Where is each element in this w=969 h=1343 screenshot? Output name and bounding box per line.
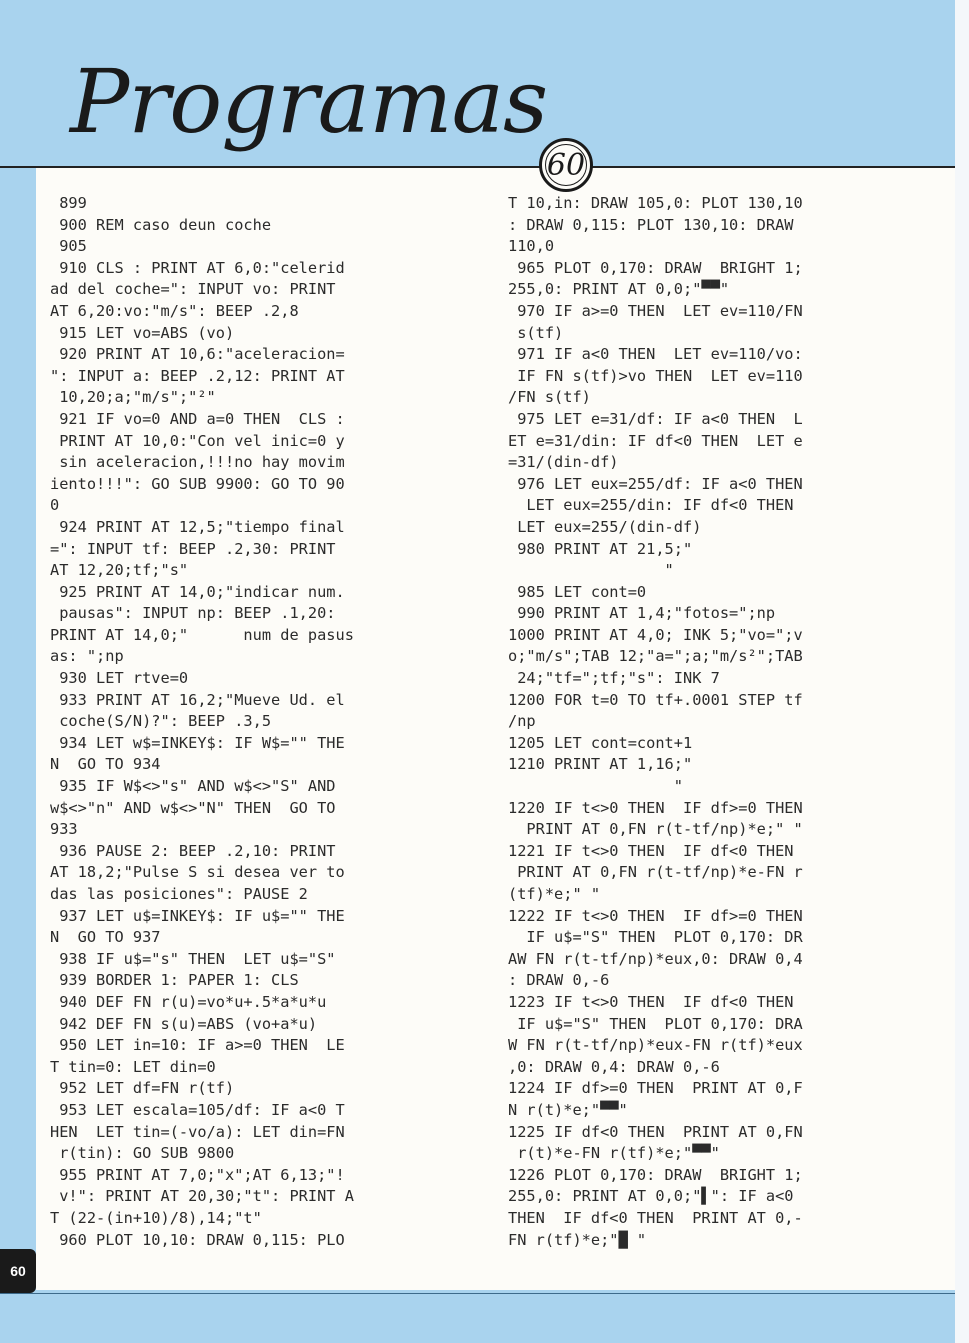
code-line: 939 BORDER 1: PAPER 1: CLS xyxy=(50,971,299,990)
code-line: (tf)*e;" " xyxy=(508,885,601,903)
code-line: IF u$="S" THEN PLOT 0,170: DR xyxy=(508,928,803,947)
code-line: 930 LET rtve=0 xyxy=(50,669,189,688)
code-line: 933 PRINT AT 16,2;"Mueve Ud. el xyxy=(50,690,345,709)
code-line: 920 PRINT AT 10,6:"aceleracion= xyxy=(50,345,345,364)
code-line: 915 LET vo=ABS (vo) xyxy=(50,323,235,342)
program-number: 60 xyxy=(546,147,586,183)
code-line: PRINT AT 14,0;" num de pasus xyxy=(50,625,354,644)
code-line: 985 LET cont=0 xyxy=(508,582,647,601)
code-line: 933 xyxy=(50,820,78,839)
code-line: 1224 IF df>=0 THEN PRINT AT 0,F xyxy=(508,1079,803,1098)
code-line: 936 PAUSE 2: BEEP .2,10: PRINT xyxy=(50,841,336,860)
code-line: 990 PRINT AT 1,4;"fotos=";np xyxy=(508,604,776,623)
code-line: 952 LET df=FN r(tf) xyxy=(50,1079,235,1098)
code-line: 937 LET u$=INKEY$: IF u$="" THE xyxy=(50,906,345,925)
code-line: 1000 PRINT AT 4,0; INK 5;"vo=";v xyxy=(508,625,803,644)
code-line: FN r(tf)*e;"█ " xyxy=(508,1230,647,1249)
code-line: 953 LET escala=105/df: IF a<0 T xyxy=(50,1100,345,1119)
code-line: " xyxy=(508,777,683,796)
code-line: 965 PLOT 0,170: DRAW BRIGHT 1; xyxy=(508,258,803,277)
code-line: T (22-(in+10)/8),14;"t" xyxy=(50,1208,262,1227)
code-line: ": INPUT a: BEEP .2,12: PRINT AT xyxy=(50,366,345,385)
code-line: PRINT AT 0,FN r(t-tf/np)*e;" " xyxy=(508,820,803,839)
code-line: 899 xyxy=(50,194,87,212)
code-line: ad del coche=": INPUT vo: PRINT xyxy=(50,280,336,299)
code-line: r(tin): GO SUB 9800 xyxy=(50,1144,235,1163)
code-line: N GO TO 937 xyxy=(50,928,161,947)
code-line: : DRAW 0,-6 xyxy=(508,971,610,990)
code-column-right xyxy=(508,193,936,1251)
code-line: o;"m/s";TAB 12;"a=";a;"m/s²";TAB xyxy=(508,647,803,666)
code-line: HEN LET tin=(-vo/a): LET din=FN xyxy=(50,1122,345,1141)
program-number-badge xyxy=(539,138,593,192)
code-line: 110,0 xyxy=(508,237,555,256)
code-line: 1223 IF t<>0 THEN IF df<0 THEN xyxy=(508,992,794,1011)
footer-rule xyxy=(0,1293,955,1294)
code-line: 255,0: PRINT AT 0,0;"▌": IF a<0 xyxy=(508,1187,794,1206)
code-line: ,0: DRAW 0,4: DRAW 0,-6 xyxy=(508,1057,720,1076)
code-line: T 10,in: DRAW 105,0: PLOT 130,10 xyxy=(508,194,803,212)
code-line: AT 12,20;tf;"s" xyxy=(50,561,189,580)
code-line: 1222 IF t<>0 THEN IF df>=0 THEN xyxy=(508,906,803,925)
code-line: das las posiciones": PAUSE 2 xyxy=(50,885,308,903)
code-line: 950 LET in=10: IF a>=0 THEN LE xyxy=(50,1036,345,1055)
code-line: PRINT AT 0,FN r(t-tf/np)*e-FN r xyxy=(508,863,803,882)
code-line: 10,20;a;"m/s";"²" xyxy=(50,388,216,407)
code-line: v!": PRINT AT 20,30;"t": PRINT A xyxy=(50,1187,354,1206)
code-line: r(t)*e-FN r(tf)*e;"▀▀" xyxy=(508,1144,720,1163)
code-line: iento!!!": GO SUB 9900: GO TO 90 xyxy=(50,474,345,493)
code-line: 960 PLOT 10,10: DRAW 0,115: PLO xyxy=(50,1230,345,1249)
code-line: 938 IF u$="s" THEN LET u$="S" xyxy=(50,949,336,968)
code-line: 905 xyxy=(50,237,87,256)
code-line: 976 LET eux=255/df: IF a<0 THEN xyxy=(508,474,803,493)
code-line: : DRAW 0,115: PLOT 130,10: DRAW xyxy=(508,215,794,234)
code-line: 0 xyxy=(50,496,60,515)
code-line: LET eux=255/din: IF df<0 THEN xyxy=(508,496,794,515)
code-line: 940 DEF FN r(u)=vo*u+.5*a*u*u xyxy=(50,992,327,1011)
code-line: s(tf) xyxy=(508,323,564,342)
code-line: 1205 LET cont=cont+1 xyxy=(508,733,693,752)
code-line: 1210 PRINT AT 1,16;" xyxy=(508,755,693,774)
code-line: 934 LET w$=INKEY$: IF W$="" THE xyxy=(50,733,345,752)
header-rule xyxy=(0,166,955,168)
code-line: 1226 PLOT 0,170: DRAW BRIGHT 1; xyxy=(508,1165,803,1184)
code-line: AT 18,2;"Pulse S si desea ver to xyxy=(50,863,345,882)
page-number: 60 xyxy=(10,1263,26,1279)
code-line: N GO TO 934 xyxy=(50,755,161,774)
code-line: 942 DEF FN s(u)=ABS (vo+a*u) xyxy=(50,1014,318,1033)
code-line: 935 IF W$<>"s" AND w$<>"S" AND xyxy=(50,777,336,796)
code-line: AW FN r(t-tf/np)*eux,0: DRAW 0,4 xyxy=(508,949,803,968)
code-line: 975 LET e=31/df: IF a<0 THEN L xyxy=(508,409,803,428)
code-line: IF FN s(tf)>vo THEN LET ev=110 xyxy=(508,366,803,385)
code-line: 925 PRINT AT 14,0;"indicar num. xyxy=(50,582,345,601)
code-line: ET e=31/din: IF df<0 THEN LET e xyxy=(508,431,803,450)
code-line: pausas": INPUT np: BEEP .1,20: xyxy=(50,604,336,623)
code-line: 1220 IF t<>0 THEN IF df>=0 THEN xyxy=(508,798,803,817)
page-number-tab xyxy=(0,1249,36,1293)
page-title: Programas xyxy=(70,50,548,153)
code-line: " xyxy=(508,561,674,580)
code-line: IF u$="S" THEN PLOT 0,170: DRA xyxy=(508,1014,803,1033)
code-line: 970 IF a>=0 THEN LET ev=110/FN xyxy=(508,301,803,320)
page-edge xyxy=(955,0,969,1343)
code-line: =31/(din-df) xyxy=(508,453,619,472)
code-line: N r(t)*e;"▀▀" xyxy=(508,1100,628,1119)
code-line: /FN s(tf) xyxy=(508,388,591,407)
code-line: w$<>"n" AND w$<>"N" THEN GO TO xyxy=(50,798,336,817)
code-line: LET eux=255/(din-df) xyxy=(508,517,702,536)
code-line: 24;"tf=";tf;"s": INK 7 xyxy=(508,669,720,688)
code-line: 900 REM caso deun coche xyxy=(50,215,272,234)
code-line: 980 PRINT AT 21,5;" xyxy=(508,539,693,558)
code-line: AT 6,20:vo:"m/s": BEEP .2,8 xyxy=(50,301,299,320)
code-line: 971 IF a<0 THEN LET ev=110/vo: xyxy=(508,345,803,364)
code-line: 955 PRINT AT 7,0;"x";AT 6,13;"! xyxy=(50,1165,345,1184)
code-line: as: ";np xyxy=(50,647,124,666)
code-line: 910 CLS : PRINT AT 6,0:"celerid xyxy=(50,258,345,277)
code-column-left xyxy=(50,193,470,1251)
code-line: 924 PRINT AT 12,5;"tiempo final xyxy=(50,517,345,536)
code-line: T tin=0: LET din=0 xyxy=(50,1057,216,1076)
code-line: 921 IF vo=0 AND a=0 THEN CLS : xyxy=(50,409,345,428)
code-line: 255,0: PRINT AT 0,0;"▀▀" xyxy=(508,280,730,299)
code-line: coche(S/N)?": BEEP .3,5 xyxy=(50,712,272,731)
code-line: sin aceleracion,!!!no hay movim xyxy=(50,453,345,472)
code-line: 1200 FOR t=0 TO tf+.0001 STEP tf xyxy=(508,690,803,709)
code-line: THEN IF df<0 THEN PRINT AT 0,- xyxy=(508,1208,803,1227)
code-line: 1221 IF t<>0 THEN IF df<0 THEN xyxy=(508,841,794,860)
code-line: W FN r(t-tf/np)*eux-FN r(tf)*eux xyxy=(508,1036,803,1055)
code-line: PRINT AT 10,0:"Con vel inic=0 y xyxy=(50,431,345,450)
code-line: /np xyxy=(508,712,536,731)
code-line: =": INPUT tf: BEEP .2,30: PRINT xyxy=(50,539,336,558)
code-line: 1225 IF df<0 THEN PRINT AT 0,FN xyxy=(508,1122,803,1141)
